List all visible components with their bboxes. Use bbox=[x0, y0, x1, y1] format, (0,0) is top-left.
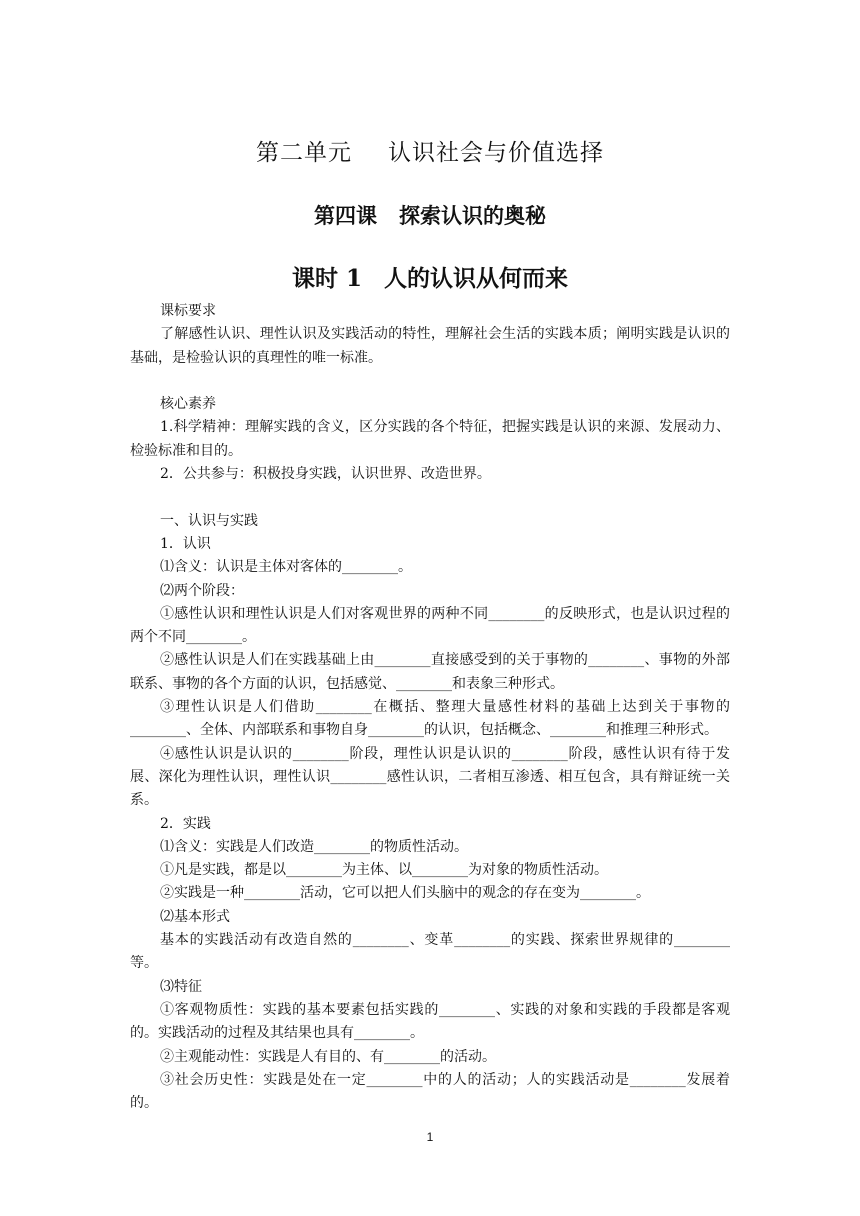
paragraph: ①凡是实践，都是以________为主体、以________为对象的物质性活动。 bbox=[160, 862, 608, 879]
subheading: 1．认识 bbox=[160, 535, 211, 552]
paragraph: ①客观物质性：实践的基本要素包括实践的________、实践的对象和实践的手段都是客观的。实践活动的过程及其结果也具有________。 bbox=[130, 1001, 730, 1042]
paragraph: 2．公共参与：积极投身实践，认识世界、改造世界。 bbox=[160, 466, 491, 483]
subheading: 2．实践 bbox=[160, 815, 211, 832]
lesson-title bbox=[0, 200, 860, 230]
heading-core-literacy: 核心素养 bbox=[160, 396, 216, 413]
section-title bbox=[0, 260, 860, 293]
section-title-part2: 人的认识从何而来 bbox=[384, 265, 568, 292]
paragraph: ③社会历史性：实践是处在一定________中的人的活动；人的实践活动是________发展着的。 bbox=[130, 1071, 730, 1112]
page-number: 1 bbox=[426, 1130, 434, 1144]
paragraph: ④感性认识是认识的________阶段，理性认识是认识的________阶段，感性认识有待于发展、深化为理性认识，理性认识________感性认识，二者相互渗透、相互包含，具有辩证统一关系。 bbox=[130, 745, 730, 809]
paragraph: ②实践是一种________活动，它可以把人们头脑中的观念的存在变为________。 bbox=[160, 885, 650, 902]
paragraph: ②主观能动性：实践是人有目的、有________的活动。 bbox=[160, 1048, 496, 1065]
paragraph: ⑵两个阶段： bbox=[160, 582, 244, 599]
section-heading: 一、认识与实践 bbox=[160, 512, 258, 529]
unit-title bbox=[0, 134, 860, 167]
unit-title-part1: 第二单元 bbox=[256, 140, 352, 166]
paragraph: ⑶特征 bbox=[160, 978, 202, 995]
paragraph: ②感性认识是人们在实践基础上由________直接感受到的关于事物的________、事物的外部联系、事物的各个方面的认识，包括感觉、________和表象三种形式。 bbox=[130, 652, 730, 692]
paragraph: ⑵基本形式 bbox=[160, 908, 230, 925]
lesson-title-part2: 探索认识的奥秘 bbox=[399, 203, 546, 228]
blank-line bbox=[130, 370, 730, 393]
lesson-title-part1: 第四课 bbox=[314, 203, 377, 228]
paragraph: 基本的实践活动有改造自然的________、变革________的实践、探索世界规律的________等。 bbox=[130, 932, 730, 972]
blank-line bbox=[130, 486, 730, 509]
paragraph: ⑴含义：认识是主体对客体的________。 bbox=[160, 559, 412, 576]
heading-curriculum-requirements: 课标要求 bbox=[160, 303, 216, 319]
paragraph: 1.科学精神：理解实践的含义，区分实践的各个特征，把握实践是认识的来源、发展动力、检验标准和目的。 bbox=[130, 419, 730, 459]
paragraph: ①感性认识和理性认识是人们对客观世界的两种不同________的反映形式，也是认识过程的两个不同________。 bbox=[130, 605, 730, 646]
paragraph: 了解感性认识、理性认识及实践活动的特性，理解社会生活的实践本质；阐明实践是认识的基础，是检验认识的真理性的唯一标准。 bbox=[130, 326, 730, 366]
unit-title-part2: 认识社会与价值选择 bbox=[388, 140, 604, 166]
paragraph: ③理性认识是人们借助________在概括、整理大量感性材料的基础上达到关于事物的________、全体、内部联系和事物自身________的认识，包括概念、________和推理三种形式。 bbox=[130, 699, 730, 739]
section-title-part1: 课时 1 bbox=[291, 265, 362, 292]
document-body bbox=[130, 300, 730, 1115]
paragraph: ⑴含义：实践是人们改造________的物质性活动。 bbox=[160, 838, 468, 855]
